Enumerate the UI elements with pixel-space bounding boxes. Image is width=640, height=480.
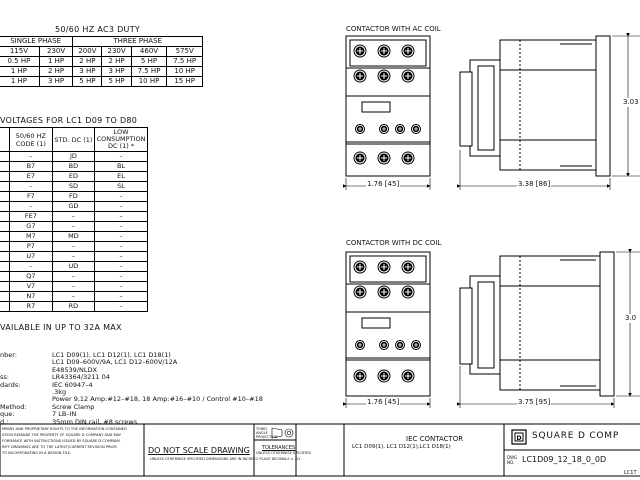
table-cell: 10 HP xyxy=(167,67,203,77)
terminal-icon xyxy=(356,125,365,134)
ac-side-view xyxy=(460,36,610,176)
spec-value: 35mm DIN rail, #8 screws xyxy=(52,417,138,426)
table-cell: MD xyxy=(52,232,94,242)
proprietary-line: TO INCORPORATING IN A DESIGN FILE. xyxy=(2,451,72,455)
single-phase-header: SINGLE PHASE xyxy=(0,37,73,47)
table-cell: UD xyxy=(52,262,94,272)
table-cell: 3 HP xyxy=(39,77,72,87)
square-d-logo xyxy=(512,430,526,444)
table-cell: SD xyxy=(52,182,94,192)
terminal-icon xyxy=(396,125,405,134)
table-cell: BL xyxy=(95,162,148,172)
table-cell: 3 HP xyxy=(102,67,131,77)
table-cell: U7 xyxy=(10,252,53,262)
table-cell: EL xyxy=(95,172,148,182)
spec-value: E48539/NLDX xyxy=(52,365,97,374)
spec-label: Method: xyxy=(0,402,27,411)
table-cell: G7 xyxy=(10,222,53,232)
ac-depth-dimension: 3.38 [86] xyxy=(518,180,551,188)
tolerances-decimals: 2 PLACE DECIMALS ± .01 xyxy=(256,457,301,461)
spec-label: ss: xyxy=(0,373,9,382)
terminal-icon xyxy=(354,45,366,57)
corner-reference: LC1T xyxy=(624,470,637,476)
std-dc-header: STD. DC (1) xyxy=(52,128,94,152)
voltage-header: 230V xyxy=(102,47,131,57)
table-cell: 2 HP xyxy=(102,57,131,67)
table-cell: ED xyxy=(52,172,94,182)
table-cell: P7 xyxy=(10,242,53,252)
voltage-header: 575V xyxy=(167,47,203,57)
table-cell: – xyxy=(52,282,94,292)
terminal-icon xyxy=(354,370,366,382)
terminal-icon xyxy=(378,370,390,382)
part-title: IEC CONTACTOR xyxy=(406,435,464,443)
table-cell: – xyxy=(95,252,148,262)
terminal-icon xyxy=(354,70,366,82)
terminal-icon xyxy=(412,125,421,134)
dc-depth-dimension: 3.75 [95] xyxy=(518,398,551,406)
table-cell: B7 xyxy=(10,162,53,172)
third-angle-label: THIRD ANGLE PROJECTION xyxy=(256,427,278,439)
duty-table-title: 50/60 HZ AC3 DUTY xyxy=(55,25,141,34)
terminal-icon xyxy=(402,70,414,82)
table-cell: GD xyxy=(52,202,94,212)
table-cell: R7 xyxy=(10,302,53,312)
tolerances-unless: UNLESS OTHERWISE SPECIFIED xyxy=(256,451,311,455)
table-cell: V7 xyxy=(10,282,53,292)
table-cell: – xyxy=(52,292,94,302)
terminal-icon xyxy=(378,152,390,164)
drawing-number: LC1D09_12_18_0_0D xyxy=(522,455,607,464)
table-cell: – xyxy=(52,242,94,252)
terminal-icon xyxy=(378,286,390,298)
ac-coil-title: CONTACTOR WITH AC COIL xyxy=(346,25,441,33)
table-cell: – xyxy=(10,152,53,162)
ac-width-dimension: 1.76 [45] xyxy=(367,180,400,188)
table-cell: BD xyxy=(52,162,94,172)
voltage-table-title: VOLTAGES FOR LC1 D09 TO D80 xyxy=(0,116,138,125)
terminal-icon xyxy=(378,261,390,273)
dc-width-dimension: 1.76 [45] xyxy=(367,398,400,406)
voltage-header: 230V xyxy=(39,47,72,57)
table-cell: JD xyxy=(52,152,94,162)
ac-front-view xyxy=(346,36,430,176)
spec-value: Screw Clamp xyxy=(52,402,95,411)
company-name: SQUARE D COMP xyxy=(532,431,620,441)
table-cell: – xyxy=(95,152,148,162)
table-cell: 2 HP xyxy=(73,57,102,67)
terminal-icon xyxy=(412,341,421,350)
terminal-icon xyxy=(354,152,366,164)
proprietary-line: FORMANCE WITH INSTRUCTIONS ISSUED BY SQUARE D COMPANY. xyxy=(2,439,121,443)
table-cell: E7 xyxy=(10,172,53,182)
terminal-icon xyxy=(402,261,414,273)
table-cell: 5 HP xyxy=(73,77,102,87)
table-cell: 10 HP xyxy=(131,77,167,87)
table-cell: 1 HP xyxy=(0,67,39,77)
spec-value: 7 LB–IN xyxy=(52,410,77,419)
table-cell: 5 HP xyxy=(131,57,167,67)
table-cell: – xyxy=(95,282,148,292)
table-cell: 1 HP xyxy=(39,57,72,67)
table-cell: – xyxy=(95,232,148,242)
do-not-scale-note: DO NOT SCALE DRAWING xyxy=(148,446,250,455)
spec-value: Power 9,12 Amp:#12–#18, 18 Amp:#16–#10 / Control #10–#18 xyxy=(52,395,263,404)
table-cell: F7 xyxy=(10,192,53,202)
table-cell: – xyxy=(52,222,94,232)
terminal-icon xyxy=(378,70,390,82)
proprietary-line: RIFY DRAWINGS ARE TO THE LATEST/CURRENT REVISION PRIOR xyxy=(2,445,117,449)
spec-value: LC1 D09–600V/9A, LC1 D12–600V/12A xyxy=(52,358,178,367)
terminal-icon xyxy=(396,341,405,350)
table-cell: – xyxy=(52,272,94,282)
table-cell: N7 xyxy=(10,292,53,302)
table-cell: – xyxy=(95,242,148,252)
table-cell: – xyxy=(95,202,148,212)
table-cell: 7.5 HP xyxy=(131,67,167,77)
table-cell: – xyxy=(10,262,53,272)
table-cell: FE7 xyxy=(10,212,53,222)
table-cell: 1 HP xyxy=(0,77,39,87)
table-cell: – xyxy=(10,202,53,212)
spec-value: LC1 D09(1), LC1 D12(1), LC1 D18(1) xyxy=(52,351,171,359)
table-cell: Q7 xyxy=(10,272,53,282)
terminal-icon xyxy=(354,261,366,273)
voltage-header: 460V xyxy=(131,47,167,57)
table-cell: 5 HP xyxy=(102,77,131,87)
terminal-icon xyxy=(378,45,390,57)
terminal-icon xyxy=(380,341,389,350)
terminal-icon xyxy=(402,286,414,298)
ac-code-header: 50/60 HZ CODE (1) xyxy=(10,128,53,152)
table-cell: RD xyxy=(52,302,94,312)
table-cell: 3 HP xyxy=(73,67,102,77)
voltage-header: 115V xyxy=(0,47,39,57)
spec-label: que: xyxy=(0,410,15,419)
tolerances-title: TOLERANCES xyxy=(262,445,296,451)
ac-height-dimension: 3.03 xyxy=(623,98,639,106)
dc-front-view xyxy=(346,252,430,396)
terminal-icon xyxy=(380,125,389,134)
table-cell: – xyxy=(95,192,148,202)
table-cell: – xyxy=(10,182,53,192)
terminal-icon xyxy=(402,45,414,57)
availability-note: VAILABLE IN UP TO 32A MAX xyxy=(0,323,122,332)
table-cell: – xyxy=(52,212,94,222)
table-cell: – xyxy=(95,222,148,232)
svg-text:D: D xyxy=(516,435,522,442)
spec-value: .3kg xyxy=(52,388,67,396)
proprietary-line: ATION REMAINS THE PROPERTY OF SQUARE D COMPANY AND MAY xyxy=(2,433,122,437)
dimension-units-note: UNLESS OTHERWISE SPECIFIED DIMENSIONS ARE IN INCHES xyxy=(150,457,256,461)
spec-label: nber: xyxy=(0,351,17,359)
table-cell: M7 xyxy=(10,232,53,242)
table-cell: – xyxy=(95,292,148,302)
dc-side-view xyxy=(460,252,614,396)
low-consumption-header: LOW CONSUMPTION DC (1) * xyxy=(95,128,148,152)
table-cell: – xyxy=(95,262,148,272)
voltage-header: 200V xyxy=(73,47,102,57)
dc-coil-title: CONTACTOR WITH DC COIL xyxy=(346,239,442,247)
table-cell: – xyxy=(52,252,94,262)
terminal-icon xyxy=(354,286,366,298)
terminal-icon xyxy=(356,341,365,350)
proprietary-line: MPANY AND PROPRIETARY RIGHTS TO THE INFORMATION CONTAINED xyxy=(2,427,127,431)
spec-label: d.: xyxy=(0,417,9,426)
table-cell: SL xyxy=(95,182,148,192)
table-cell: 0.5 HP xyxy=(0,57,39,67)
table-cell: – xyxy=(95,212,148,222)
table-cell: – xyxy=(95,272,148,282)
three-phase-header: THREE PHASE xyxy=(73,37,203,47)
table-cell: 2 HP xyxy=(39,67,72,77)
terminal-icon xyxy=(402,370,414,382)
table-cell: 7.5 HP xyxy=(167,57,203,67)
table-cell: 15 HP xyxy=(167,77,203,87)
spec-value: IEC 60947–4 xyxy=(52,380,93,389)
dc-height-dimension: 3.0 xyxy=(625,314,637,322)
part-subtitle: LC1 D09(1), LC1 D12(1),LC1 D18(1) xyxy=(352,444,451,450)
drawing-number-label: DWG NO. xyxy=(507,455,518,465)
table-cell: – xyxy=(95,302,148,312)
spec-value: LR43364/3211 04 xyxy=(52,373,110,382)
table-cell: FD xyxy=(52,192,94,202)
terminal-icon xyxy=(402,152,414,164)
spec-label: dards: xyxy=(0,380,21,389)
